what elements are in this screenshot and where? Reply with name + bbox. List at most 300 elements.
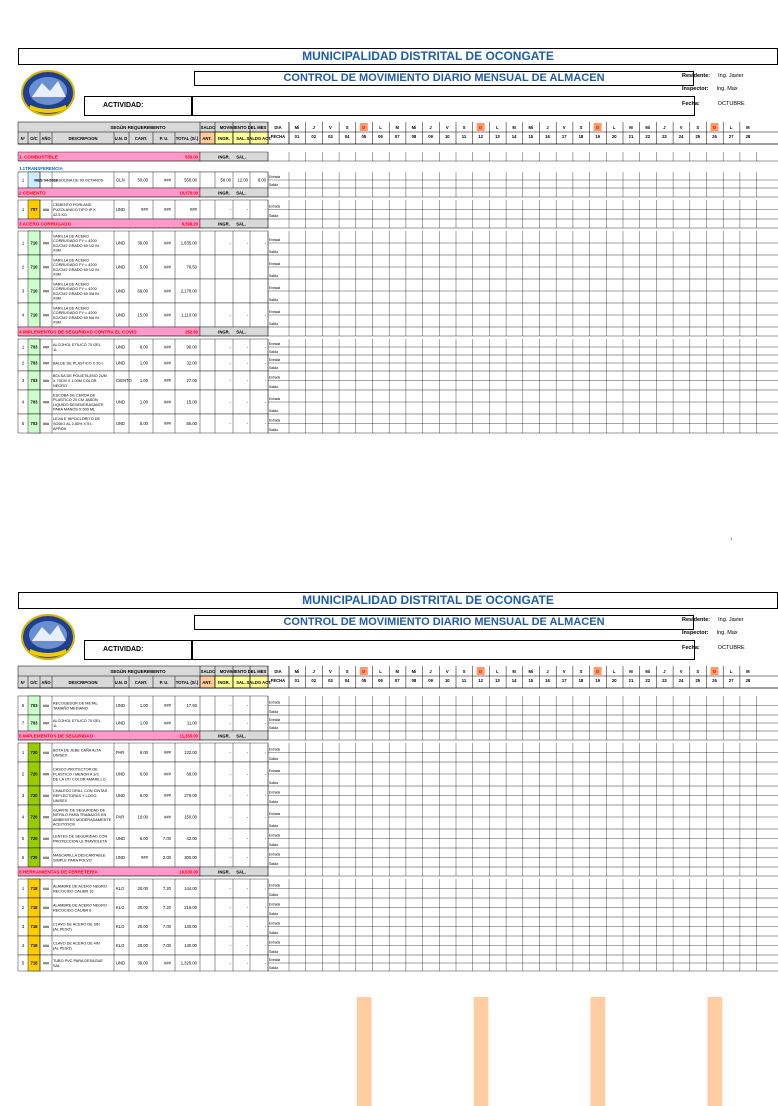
day-number: 26 bbox=[712, 678, 717, 683]
item-description: X9M bbox=[53, 296, 61, 301]
day-number: 22 bbox=[645, 678, 651, 683]
item-number: 5 bbox=[21, 960, 25, 966]
group-sal: SAL. bbox=[236, 154, 246, 160]
item-ingreso: - bbox=[229, 793, 231, 798]
table-row[interactable] bbox=[18, 172, 778, 188]
group-row[interactable] bbox=[18, 188, 778, 197]
group-sal: SAL. bbox=[236, 329, 246, 335]
residente-row bbox=[682, 72, 744, 80]
table-row[interactable] bbox=[18, 786, 778, 805]
item-quantity: 6.00 bbox=[139, 344, 148, 350]
item-ingreso: 50.00 bbox=[220, 177, 231, 183]
residente-label: Residente: bbox=[682, 617, 711, 623]
group-row[interactable] bbox=[18, 219, 778, 228]
item-total: 300.00 bbox=[184, 855, 197, 860]
item-oc: 720 bbox=[30, 750, 38, 755]
item-oc: 718 bbox=[30, 924, 38, 929]
item-anio: ### bbox=[42, 422, 50, 426]
table-row[interactable] bbox=[18, 879, 778, 898]
item-description: VARILLA DE ACERO bbox=[53, 282, 89, 287]
item-oc: 710 bbox=[30, 312, 38, 318]
item-description: REFLECTORAS Y LOGO bbox=[53, 794, 97, 798]
item-quantity: 66.00 bbox=[137, 288, 148, 294]
item-quantity: 50.00 bbox=[137, 177, 148, 183]
item-ingreso: - bbox=[229, 943, 231, 948]
day-name: S bbox=[462, 125, 466, 130]
header-ant: ANT. bbox=[202, 136, 212, 141]
subgroup-label: 1.1TRANSFERENCIA bbox=[19, 166, 63, 171]
day-name: Mi bbox=[411, 669, 417, 674]
salida-label: Salida bbox=[269, 893, 278, 897]
item-unit: UND bbox=[116, 288, 126, 294]
item-number: 3 bbox=[21, 924, 25, 929]
item-description: CLAVO DE ACERO DE 4IN bbox=[53, 941, 100, 946]
item-unit-price: ### bbox=[164, 703, 171, 708]
day-number: 27 bbox=[728, 678, 734, 683]
item-unit-price: ### bbox=[164, 312, 171, 318]
day-name: D bbox=[479, 669, 483, 674]
item-salida: - bbox=[246, 855, 248, 860]
item-unit-price: ### bbox=[164, 771, 171, 777]
header-anio: AÑO bbox=[41, 136, 51, 141]
item-description: TUBO PVC PARA DESAGUE bbox=[53, 959, 103, 964]
header-pu: P. U. bbox=[159, 136, 169, 141]
group-total: 10,370.00 bbox=[179, 190, 198, 196]
item-ingreso: - bbox=[229, 312, 231, 318]
municipality-title: MUNICIPALIDAD DISTRITAL DE OCONGATE bbox=[18, 592, 778, 609]
item-unit: PAR bbox=[116, 750, 125, 755]
item-description: BOTA DE JEBE CAÑA ALTA bbox=[53, 748, 101, 753]
day-name: J bbox=[429, 669, 432, 674]
item-description: GUANTE DE SEGURIDAD DE bbox=[53, 808, 106, 813]
sheet-header bbox=[18, 592, 778, 662]
day-name: S bbox=[579, 669, 583, 674]
item-number: 7 bbox=[21, 720, 25, 726]
day-name: J bbox=[429, 125, 432, 130]
group-ingr: INGR. bbox=[218, 733, 230, 739]
salida-label: Salida bbox=[269, 710, 278, 714]
item-description: 42.5 KG bbox=[53, 212, 67, 217]
item-anio: MES 04-2021 bbox=[34, 178, 58, 183]
item-unit: UND bbox=[116, 836, 126, 841]
item-total: 550.00 bbox=[184, 177, 197, 183]
day-name: L bbox=[729, 669, 733, 674]
day-name: J bbox=[663, 125, 666, 130]
header-sal: SAL. bbox=[236, 680, 246, 685]
salida-label: Salida bbox=[269, 274, 278, 278]
table-row[interactable] bbox=[18, 303, 778, 327]
item-description: CLAVO DE ACERO DE 3IN bbox=[53, 922, 100, 927]
table-row[interactable] bbox=[18, 762, 778, 786]
header-num: N° bbox=[20, 136, 26, 141]
item-unit: UND bbox=[116, 855, 126, 860]
day-name: Mi bbox=[294, 125, 300, 130]
day-number: 01 bbox=[294, 678, 300, 683]
item-salida: - bbox=[246, 750, 248, 755]
item-description: CORRUGADO FY = 4200 bbox=[53, 263, 97, 268]
day-number: 15 bbox=[528, 134, 534, 139]
item-salida: - bbox=[246, 703, 248, 708]
day-name: V bbox=[329, 669, 332, 674]
item-description: TAMAÑO MEDIANO bbox=[53, 706, 88, 711]
item-description: ACEITOSOS bbox=[53, 822, 76, 827]
salida-label: Salida bbox=[269, 409, 278, 413]
entrada-label: Entrada bbox=[269, 833, 281, 838]
item-total: 276.00 bbox=[184, 793, 197, 798]
group-ingr: INGR. bbox=[218, 329, 230, 335]
item-oc: 720 bbox=[30, 814, 38, 820]
item-description: (AL PESO) bbox=[53, 946, 72, 951]
sunday-highlight bbox=[357, 997, 722, 1106]
item-description: X9M bbox=[53, 272, 61, 277]
item-description: PROTECCION ULTRAVIOLETA bbox=[53, 839, 108, 844]
inspector-value: Ing. Max bbox=[716, 630, 738, 636]
group-row[interactable] bbox=[18, 327, 778, 336]
item-oc: 718 bbox=[30, 943, 38, 948]
item-oc: 703 bbox=[30, 399, 38, 405]
item-anio: ### bbox=[42, 208, 50, 212]
table-header bbox=[18, 122, 778, 144]
entrada-label: Entrada bbox=[269, 204, 281, 209]
item-number: 2 bbox=[21, 771, 25, 777]
item-quantity: 5.00 bbox=[139, 264, 148, 270]
table-row[interactable] bbox=[18, 743, 778, 762]
item-unit: CIENTO bbox=[116, 378, 132, 383]
header-desc: DESCRIPCION bbox=[68, 680, 98, 685]
day-name: J bbox=[546, 125, 549, 130]
day-name: V bbox=[562, 125, 566, 130]
table-row[interactable] bbox=[18, 936, 778, 955]
item-total: 17.60 bbox=[186, 703, 197, 708]
salida-label: Salida bbox=[269, 428, 278, 432]
table-row[interactable] bbox=[18, 829, 778, 848]
table-row[interactable] bbox=[18, 279, 778, 303]
day-number: 23 bbox=[662, 678, 667, 683]
item-quantity: 6.00 bbox=[139, 750, 148, 755]
item-saldo-actual: - bbox=[264, 344, 266, 350]
item-unit-price: ### bbox=[164, 399, 171, 405]
header-saldo_act: SALDO ACT. bbox=[246, 680, 272, 685]
day-number: 04 bbox=[344, 134, 350, 139]
day-name: D bbox=[712, 669, 717, 674]
item-total: 42.00 bbox=[186, 836, 197, 841]
header-ant: ANT. bbox=[202, 680, 212, 685]
table-row[interactable] bbox=[18, 255, 778, 279]
item-saldo-actual: - bbox=[264, 703, 266, 708]
day-name: S bbox=[696, 669, 700, 674]
day-number: 17 bbox=[561, 134, 567, 139]
item-unit-price: ### bbox=[164, 421, 171, 426]
entrada-label: Entrada bbox=[269, 790, 281, 795]
item-quantity: 20.00 bbox=[137, 886, 148, 891]
item-anio: ### bbox=[42, 400, 50, 405]
item-anio: ### bbox=[42, 241, 50, 246]
item-quantity: 1.00 bbox=[139, 720, 148, 726]
entrada-label: Entrada bbox=[269, 342, 281, 346]
item-ingreso: - bbox=[229, 240, 231, 246]
entrada-label: Entrada bbox=[269, 310, 281, 314]
item-number: 5 bbox=[21, 421, 25, 426]
residente-label: Residente: bbox=[682, 73, 711, 79]
item-saldo-actual: - bbox=[264, 207, 266, 212]
item-unit: UND bbox=[116, 399, 126, 405]
day-name: L bbox=[496, 669, 499, 674]
item-description: VARILLA DE ACERO bbox=[53, 258, 89, 263]
day-name: V bbox=[445, 669, 449, 674]
inspector-row bbox=[682, 85, 738, 93]
municipality-title: MUNICIPALIDAD DISTRITAL DE OCONGATE bbox=[18, 48, 778, 65]
entrada-label: Entrada bbox=[269, 883, 281, 888]
page-number: 1 bbox=[730, 536, 733, 541]
item-saldo-actual: - bbox=[264, 836, 266, 841]
day-number: 12 bbox=[478, 678, 484, 683]
item-quantity: 6.00 bbox=[139, 793, 148, 798]
group-row[interactable] bbox=[18, 731, 778, 740]
day-name: D bbox=[362, 669, 366, 674]
item-quantity: 1.00 bbox=[139, 399, 148, 405]
table-row[interactable] bbox=[18, 955, 778, 971]
item-total: 216.00 bbox=[184, 905, 197, 910]
item-unit: KLG bbox=[116, 886, 125, 891]
table-row[interactable] bbox=[18, 355, 778, 371]
item-oc: 710 bbox=[30, 288, 38, 294]
item-quantity: ### bbox=[141, 207, 148, 212]
item-unit-price: ### bbox=[164, 288, 171, 294]
item-quantity: 30.00 bbox=[137, 240, 148, 246]
table-row[interactable] bbox=[18, 848, 778, 867]
day-name: Mi bbox=[528, 669, 534, 674]
day-number: 24 bbox=[678, 134, 684, 139]
table-row[interactable] bbox=[18, 715, 778, 731]
item-saldo-actual: - bbox=[264, 960, 266, 966]
actividad-field[interactable] bbox=[192, 96, 695, 116]
day-number: 05 bbox=[361, 134, 367, 139]
item-oc: 703 bbox=[30, 378, 38, 383]
day-name: L bbox=[613, 669, 616, 674]
day-number: 21 bbox=[628, 678, 634, 683]
day-name: M bbox=[395, 125, 399, 130]
municipality-logo bbox=[20, 611, 76, 661]
item-ingreso: - bbox=[229, 855, 231, 860]
item-unit-price: ### bbox=[164, 378, 171, 383]
day-name: V bbox=[679, 125, 683, 130]
header-saldo_act: SALDO ACT. bbox=[246, 136, 272, 141]
table-row[interactable] bbox=[18, 898, 778, 917]
item-description: ESCOBA DE CERDA DE bbox=[53, 393, 96, 398]
salida-label: Salida bbox=[269, 781, 278, 785]
day-number: 02 bbox=[311, 134, 317, 139]
table-row[interactable] bbox=[18, 805, 778, 829]
item-unit: KLG bbox=[116, 943, 125, 948]
item-quantity: 1.00 bbox=[139, 360, 148, 366]
entrada-label: Entrada bbox=[269, 769, 281, 773]
item-salida: - bbox=[246, 886, 248, 891]
item-unit: UND bbox=[116, 344, 126, 350]
table-row[interactable] bbox=[18, 231, 778, 255]
fecha-row bbox=[682, 100, 745, 108]
item-saldo-actual: - bbox=[264, 793, 266, 798]
item-description: CHALECO DRILL CON CINTAS bbox=[53, 789, 108, 794]
day-number: 11 bbox=[461, 134, 467, 139]
day-number: 07 bbox=[394, 678, 400, 683]
item-anio: ### bbox=[42, 772, 50, 777]
group-sal: SAL. bbox=[236, 733, 246, 739]
item-saldo-actual: - bbox=[264, 378, 266, 383]
day-name: S bbox=[345, 669, 349, 674]
header-segun: SEGÚN REQUERIMIENTO bbox=[110, 669, 166, 674]
item-total: 55.00 bbox=[186, 421, 197, 426]
residente-row bbox=[682, 616, 744, 624]
sheet-page-2 bbox=[0, 592, 768, 1032]
item-description: KG/CM2 GRADO 60 5/8 IN bbox=[53, 315, 99, 320]
fecha-row bbox=[682, 644, 745, 652]
item-total: 32.00 bbox=[186, 360, 197, 366]
item-quantity: 6.00 bbox=[139, 836, 148, 841]
item-salida: - bbox=[246, 312, 248, 318]
item-quantity: 5.00 bbox=[139, 421, 148, 426]
item-quantity: 10.00 bbox=[137, 814, 148, 820]
item-anio: ### bbox=[42, 815, 50, 820]
item-number: 1 bbox=[21, 344, 25, 350]
item-salida: - bbox=[246, 814, 248, 820]
control-title: CONTROL DE MOVIMIENTO DIARIO MENSUAL DE ALMACEN bbox=[194, 71, 694, 86]
item-salida: - bbox=[246, 720, 248, 726]
item-description: PLASTICO / MENOR A 3/C bbox=[53, 772, 100, 777]
day-number: 08 bbox=[411, 134, 417, 139]
day-name: V bbox=[329, 125, 332, 130]
item-anio: ### bbox=[42, 721, 50, 726]
item-unit-price: ### bbox=[164, 344, 171, 350]
item-ingreso: - bbox=[229, 886, 231, 891]
table-row[interactable] bbox=[18, 696, 778, 715]
entrada-label: Entrada bbox=[269, 902, 281, 907]
item-total: 1,635.00 bbox=[180, 240, 197, 246]
group-row[interactable] bbox=[18, 867, 778, 876]
group-label: 4 IMPLEMENTOS DE SEGURIDAD CONTRA EL COVID bbox=[19, 329, 137, 335]
day-name: Mi bbox=[645, 669, 651, 674]
item-saldo-actual: - bbox=[264, 399, 266, 405]
table-row[interactable] bbox=[18, 371, 778, 390]
item-saldo-actual: - bbox=[264, 720, 266, 726]
item-ingreso: - bbox=[229, 703, 231, 708]
item-description: CEMENTO PORLAND bbox=[53, 203, 92, 208]
item-number: 3 bbox=[21, 288, 25, 294]
day-number: 18 bbox=[578, 134, 584, 139]
day-name: J bbox=[312, 669, 315, 674]
item-total: 140.00 bbox=[184, 924, 197, 929]
day-name: V bbox=[679, 669, 683, 674]
header-num: N° bbox=[20, 680, 26, 685]
item-description: UNISEX bbox=[53, 753, 68, 758]
item-anio: ### bbox=[42, 837, 50, 841]
item-saldo-actual: - bbox=[264, 814, 266, 820]
table-row[interactable] bbox=[18, 339, 778, 355]
item-oc: 720 bbox=[30, 793, 38, 798]
actividad-field[interactable] bbox=[192, 640, 695, 660]
item-anio: ### bbox=[42, 794, 50, 798]
header-segun: SEGÚN REQUERIMIENTO bbox=[110, 125, 166, 130]
day-name: M bbox=[746, 669, 750, 674]
item-salida: - bbox=[246, 771, 248, 777]
day-name: L bbox=[379, 669, 382, 674]
item-description: PUZOLANICO TIPO IP X bbox=[53, 208, 96, 212]
subgroup-row[interactable] bbox=[18, 166, 268, 172]
day-name: S bbox=[462, 669, 466, 674]
table-row[interactable] bbox=[18, 414, 778, 433]
item-description: LIQUIDO DESENGRASANTE bbox=[53, 402, 104, 407]
item-salida: - bbox=[246, 207, 248, 212]
item-total: 144.00 bbox=[184, 886, 197, 891]
day-number: 03 bbox=[328, 134, 333, 139]
item-salida: - bbox=[246, 421, 248, 426]
header-cant: CANT. bbox=[134, 680, 148, 685]
item-ingreso: - bbox=[229, 360, 231, 366]
item-saldo-actual: - bbox=[264, 421, 266, 426]
item-description: LENTES DE SEGURIDAD CON bbox=[53, 834, 108, 839]
entrada-label: Entrada bbox=[269, 175, 281, 179]
item-oc: 720 bbox=[30, 771, 38, 777]
item-saldo-actual: - bbox=[264, 905, 266, 910]
header-cant: CANT. bbox=[134, 136, 148, 141]
item-number: 5 bbox=[21, 836, 25, 841]
item-ingreso: - bbox=[229, 924, 231, 929]
item-description: PLASTICO 20 CM JABON bbox=[53, 398, 98, 403]
item-total: 1,110.00 bbox=[181, 312, 197, 318]
item-description: (AL PESO) bbox=[53, 927, 72, 932]
header-saldo: SALDO bbox=[200, 669, 216, 674]
salida-label: Salida bbox=[269, 912, 278, 916]
day-number: 09 bbox=[428, 678, 433, 683]
day-number: 18 bbox=[578, 678, 584, 683]
item-ingreso: - bbox=[229, 905, 231, 910]
item-anio: ### bbox=[42, 361, 50, 366]
salida-label: Salida bbox=[269, 726, 278, 730]
item-saldo-actual: - bbox=[264, 943, 266, 948]
control-title: CONTROL DE MOVIMIENTO DIARIO MENSUAL DE ALMACEN bbox=[194, 615, 694, 630]
day-number: 08 bbox=[411, 678, 417, 683]
item-unit-price: ### bbox=[164, 814, 171, 820]
salida-label: Salida bbox=[269, 966, 278, 970]
salida-label: Salida bbox=[269, 950, 278, 954]
item-number: 4 bbox=[21, 814, 25, 820]
header-fecha: FECHA bbox=[270, 134, 286, 139]
group-total: 11,355.00 bbox=[179, 733, 198, 739]
actividad-label: ACTIVIDAD: bbox=[84, 96, 192, 116]
item-description: KG/CM2 GRADO 60 1/2 IN bbox=[53, 267, 99, 272]
item-quantity: 20.00 bbox=[137, 943, 148, 948]
item-unit: UND bbox=[116, 360, 126, 366]
day-name: V bbox=[562, 669, 566, 674]
table-row[interactable] bbox=[18, 390, 778, 414]
item-unit-price: 7.00 bbox=[162, 836, 171, 841]
salida-label: Salida bbox=[269, 350, 278, 354]
header-total: TOTAL (S/.) bbox=[175, 136, 199, 141]
fecha-label: Fecha: bbox=[682, 101, 700, 107]
day-number: 05 bbox=[361, 678, 367, 683]
item-anio: ### bbox=[42, 265, 50, 270]
day-number: 13 bbox=[495, 134, 500, 139]
group-row[interactable] bbox=[18, 152, 778, 161]
header-und: U.N. D bbox=[114, 680, 128, 685]
item-description: AMBIENTES MODERADAMENTE bbox=[53, 817, 112, 822]
table-row[interactable] bbox=[18, 917, 778, 936]
item-unit-price: 2.00 bbox=[162, 855, 171, 860]
table-row[interactable] bbox=[18, 200, 778, 219]
item-description: BALDE DE PLASTICO X 20 L bbox=[53, 361, 104, 366]
item-unit-price: ### bbox=[164, 750, 171, 755]
item-unit: UND bbox=[116, 312, 126, 318]
item-anio: ### bbox=[42, 379, 50, 383]
